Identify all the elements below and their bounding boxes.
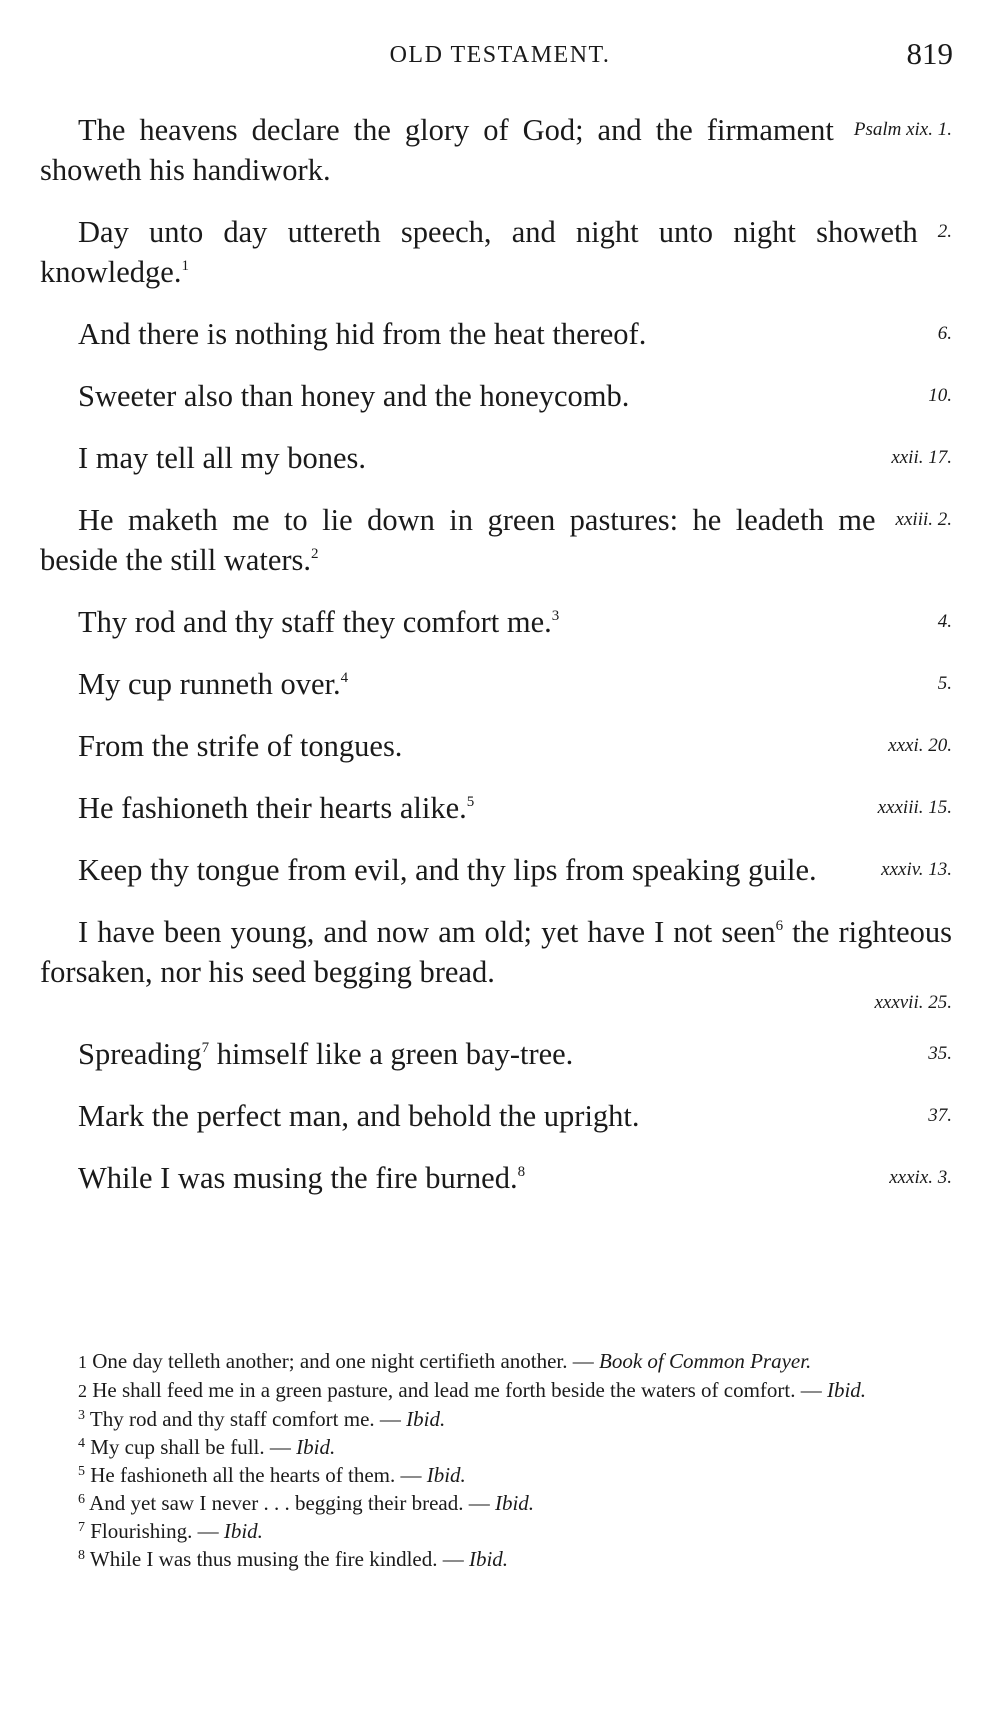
footnote-number: 1 [78,1352,87,1372]
quotation-text: The heavens declare the glory of God; and the firmament showeth his handiwork. [40,113,834,187]
footnote-marker: 2 [311,546,319,562]
quotation [40,438,952,478]
footnote-text: Thy rod and thy staff comfort me. — [89,1407,401,1431]
verse-reference: 37. [928,1105,952,1126]
quotation-list [40,110,952,1220]
footnote-text: Flourishing. — [90,1519,219,1543]
footnote-marker: 8 [517,1164,526,1180]
quotation-text: Mark the perfect man, and behold the upright. [78,1099,640,1133]
verse-reference: xxxi. 20. [888,735,952,756]
quotation-text: Spreading [78,1037,202,1071]
footnote-marker: 6 [775,918,784,934]
quotation [40,602,952,642]
footnote-text: While I was thus musing the fire kindled. — [89,1547,464,1571]
footnote-source: Ibid. [406,1407,446,1431]
footnote [50,1347,960,1376]
footnote-marker: 3 [551,608,560,624]
quotation-text: And there is nothing hid from the heat thereof. [78,317,647,351]
quotation [40,376,952,416]
quotation [40,850,952,890]
footnotes [50,1347,960,1573]
quotation [40,110,952,190]
footnote [50,1517,960,1545]
quotation [40,664,952,704]
footnote-marker: 1 [181,258,189,274]
footnote-source: Ibid. [223,1519,263,1543]
footnote-number: 8 [78,1548,85,1563]
verse-reference: xxxix. 3. [889,1167,952,1188]
quotation-text: I may tell all my bones. [78,441,366,475]
footnote-marker: 4 [340,670,349,686]
quotation [40,1034,952,1074]
quotation [40,500,952,580]
verse-reference: xxiii. 2. [895,509,952,530]
verse-reference: xxxiii. 15. [877,797,952,818]
quotation-text: Day unto day uttereth speech, and night unto night showeth knowledge. [40,215,918,289]
footnote-source: Book of Common Prayer. [599,1349,812,1373]
footnote-number: 7 [78,1520,85,1535]
verse-reference: 4. [937,611,952,632]
quotation-text: I have been young, and now am old; yet have I not seen [78,915,776,949]
quotation [40,1096,952,1136]
footnote-marker: 5 [466,794,475,810]
verse-reference: 5. [937,673,952,694]
quotation-text: From the strife of tongues. [78,729,403,763]
footnote [50,1433,960,1461]
footnote [50,1461,960,1489]
footnote-number: 4 [78,1436,85,1451]
quotation-text: He fashioneth their hearts alike. [78,791,467,825]
verse-reference: 6. [937,323,952,344]
quotation [40,212,952,292]
footnote-number: 5 [78,1464,85,1479]
footnote-text: He fashioneth all the hearts of them. — [90,1463,422,1487]
quotation [40,912,952,1014]
footnote-source: Ibid. [468,1547,509,1571]
quotation [40,1158,952,1198]
footnote-source: Ibid. [426,1463,466,1487]
footnote-text: My cup shall be full. — [90,1435,291,1459]
verse-reference: xxxiv. 13. [881,859,952,880]
quotation [40,788,952,828]
footnote [50,1376,960,1405]
footnote [50,1405,960,1433]
verse-reference: xxxvii. 25. [874,992,952,1013]
quotation-text: Sweeter also than honey and the honeycomb. [78,379,630,413]
footnote-text: One day telleth another; and one night certifieth another. — [92,1349,594,1373]
quotation-text: the righteous forsaken, nor his seed begging bread. [40,915,952,989]
page-number: 819 [906,36,953,71]
running-title: OLD TESTAMENT. [389,42,611,68]
quotation-text: While I was musing the fire burned. [78,1161,518,1195]
page-header [40,36,960,76]
quotation-text: He maketh me to lie down in green pastures: he leadeth me beside the still waters. [40,503,876,577]
quotation-text: My cup runneth over. [78,667,341,701]
verse-reference: Psalm xix. 1. [853,119,952,140]
quotation [40,726,952,766]
footnote-number: 2 [78,1381,87,1401]
footnote-source: Ibid. [494,1491,535,1515]
footnote-number: 3 [78,1408,85,1423]
quotation-text: Thy rod and thy staff they comfort me. [78,605,552,639]
footnote [50,1489,960,1517]
verse-reference: 10. [928,385,952,406]
quotation-text: himself like a green bay-tree. [209,1037,574,1071]
footnote [50,1545,960,1573]
quotation [40,314,952,354]
verse-reference: 35. [928,1043,952,1064]
footnote-text: And yet saw I never . . . begging their bread. — [89,1491,490,1515]
verse-reference: 2. [937,221,952,242]
verse-reference: xxii. 17. [891,447,952,468]
footnote-number: 6 [78,1492,85,1507]
footnote-marker: 7 [201,1040,210,1056]
footnote-source: Ibid. [826,1378,867,1402]
footnote-text: He shall feed me in a green pasture, and lead me forth beside the waters of comfort. — [92,1378,822,1402]
quotation-text: Keep thy tongue from evil, and thy lips from speaking guile. [78,853,817,887]
footnote-source: Ibid. [296,1435,336,1459]
